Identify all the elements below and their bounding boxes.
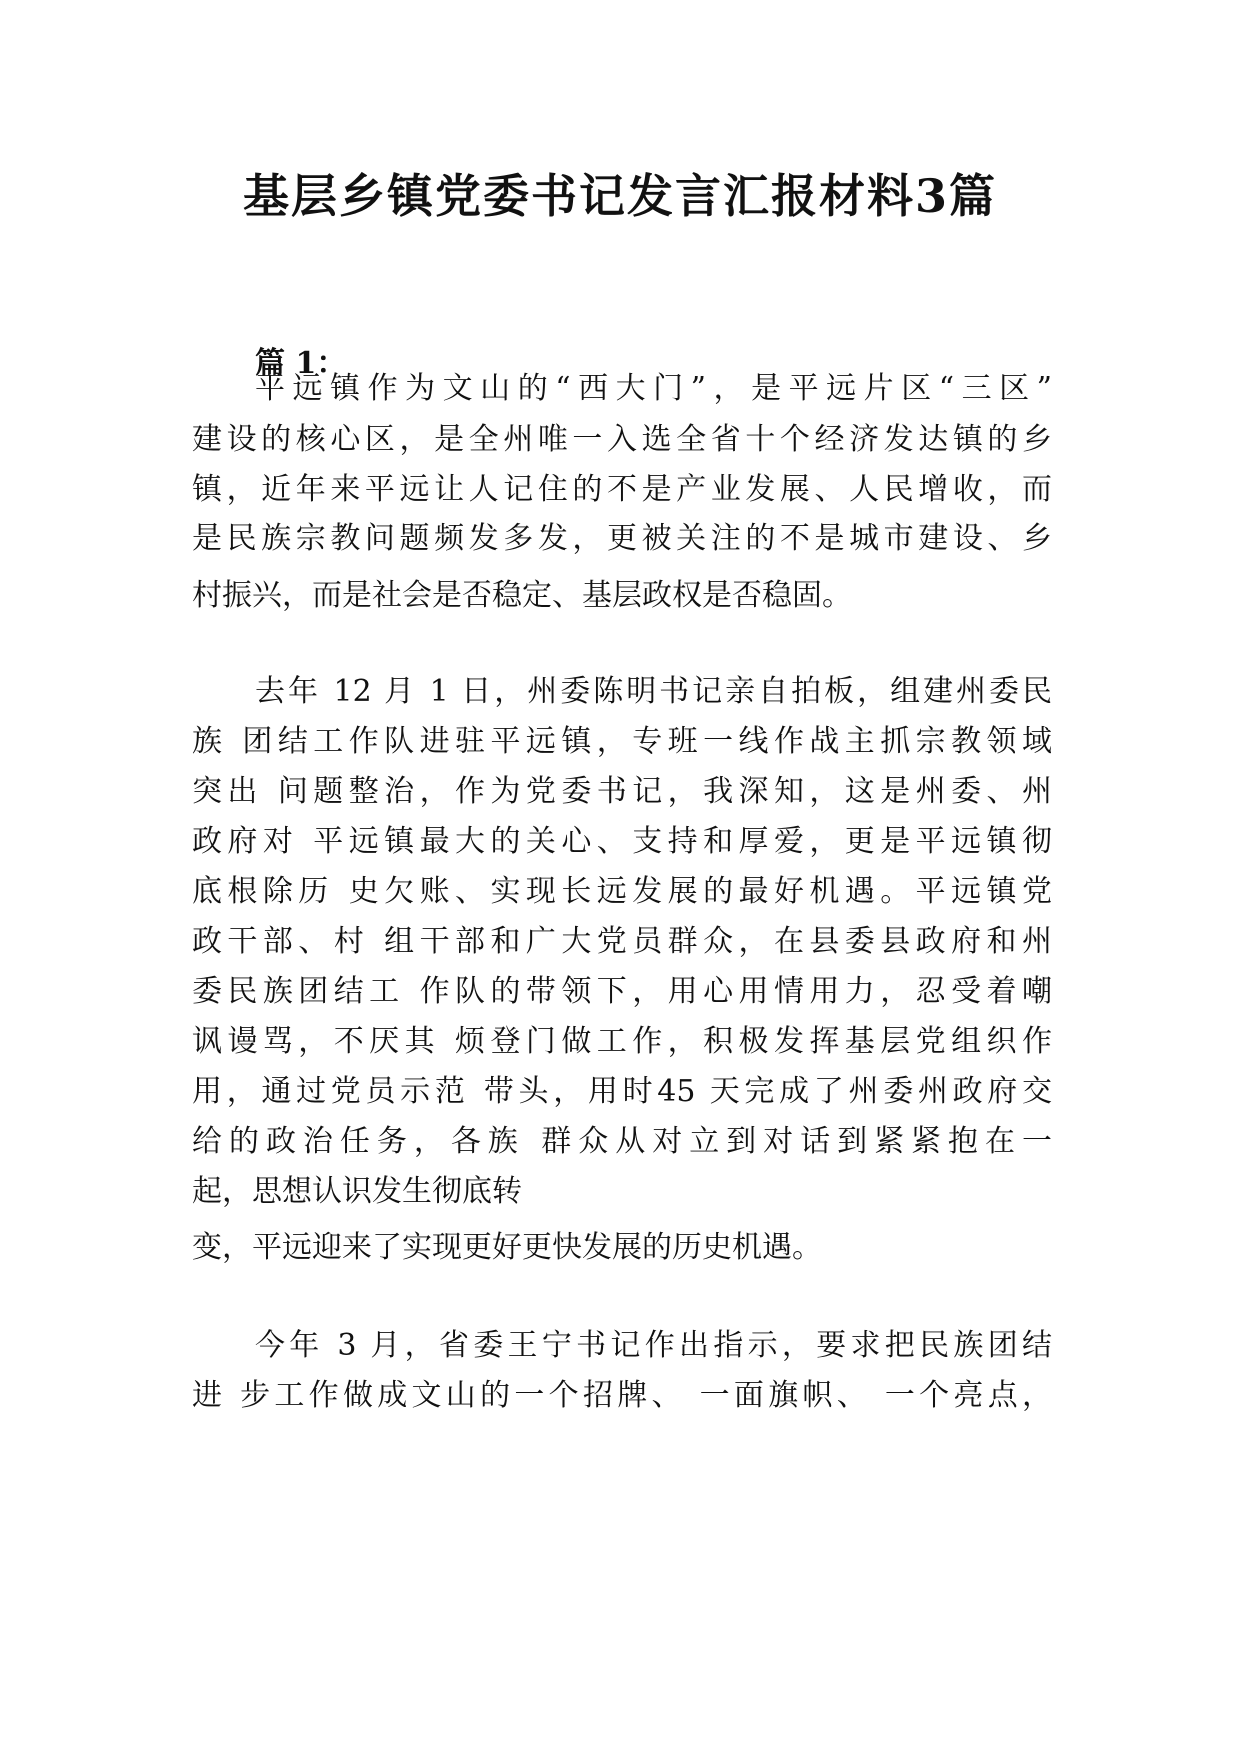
- paragraph-1-line-4: 是民族宗教问题频发多发，更被关注的不是城市建设、乡: [192, 521, 1052, 556]
- paragraph-1-line-3: 镇，近年来平远让人记住的不是产业发展、人民增收，而: [192, 472, 1052, 507]
- paragraph-2-line-5: 底根除历 史欠账、实现长远发展的最好机遇。平远镇党: [192, 874, 1052, 909]
- paragraph-3-line-1: 今年 3 月，省委王宁书记作出指示，要求把民族团结: [255, 1328, 1052, 1363]
- paragraph-1-line-2: 建设的核心区，是全州唯一入选全省十个经济发达镇的乡: [192, 422, 1052, 457]
- paragraph-2-line-1: 去年 12 月 1 日，州委陈明书记亲自拍板，组建州委民: [255, 674, 1052, 709]
- paragraph-2-line-6: 政干部、村 组干部和广大党员群众，在县委县政府和州: [192, 924, 1052, 959]
- document-title: 基层乡镇党委书记发言汇报材料3篇: [242, 169, 997, 223]
- paragraph-2-line-7: 委民族团结工 作队的带领下，用心用情用力，忍受着嘲: [192, 974, 1052, 1009]
- paragraph-2-line-8: 讽谩骂，不厌其 烦登门做工作，积极发挥基层党组织作: [192, 1024, 1052, 1059]
- paragraph-2-line-2: 族 团结工作队进驻平远镇，专班一线作战主抓宗教领域: [192, 724, 1052, 759]
- paragraph-2-line-12: 变，平远迎来了实现更好更快发展的历史机遇。: [192, 1230, 822, 1265]
- paragraph-1-line-5: 村振兴，而是社会是否稳定、基层政权是否稳固。: [192, 578, 852, 613]
- paragraph-3-line-2: 进 步工作做成文山的一个招牌、 一面旗帜、 一个亮点，: [192, 1378, 1052, 1413]
- paragraph-2-line-3: 突出 问题整治，作为党委书记，我深知，这是州委、州: [192, 774, 1052, 809]
- section-heading: 篇 1：: [255, 346, 347, 381]
- paragraph-2-line-4: 政府对 平远镇最大的关心、支持和厚爱，更是平远镇彻: [192, 824, 1052, 859]
- paragraph-1-line-1: 平远镇作为文山的“西大门”，是平远片区“三区”: [255, 371, 1052, 406]
- paragraph-2-line-10: 给的政治任务，各族 群众从对立到对话到紧紧抱在一: [192, 1124, 1052, 1159]
- paragraph-2-line-11: 起，思想认识发生彻底转: [192, 1174, 522, 1209]
- paragraph-2-line-9: 用，通过党员示范 带头，用时45 天完成了州委州政府交: [192, 1074, 1052, 1109]
